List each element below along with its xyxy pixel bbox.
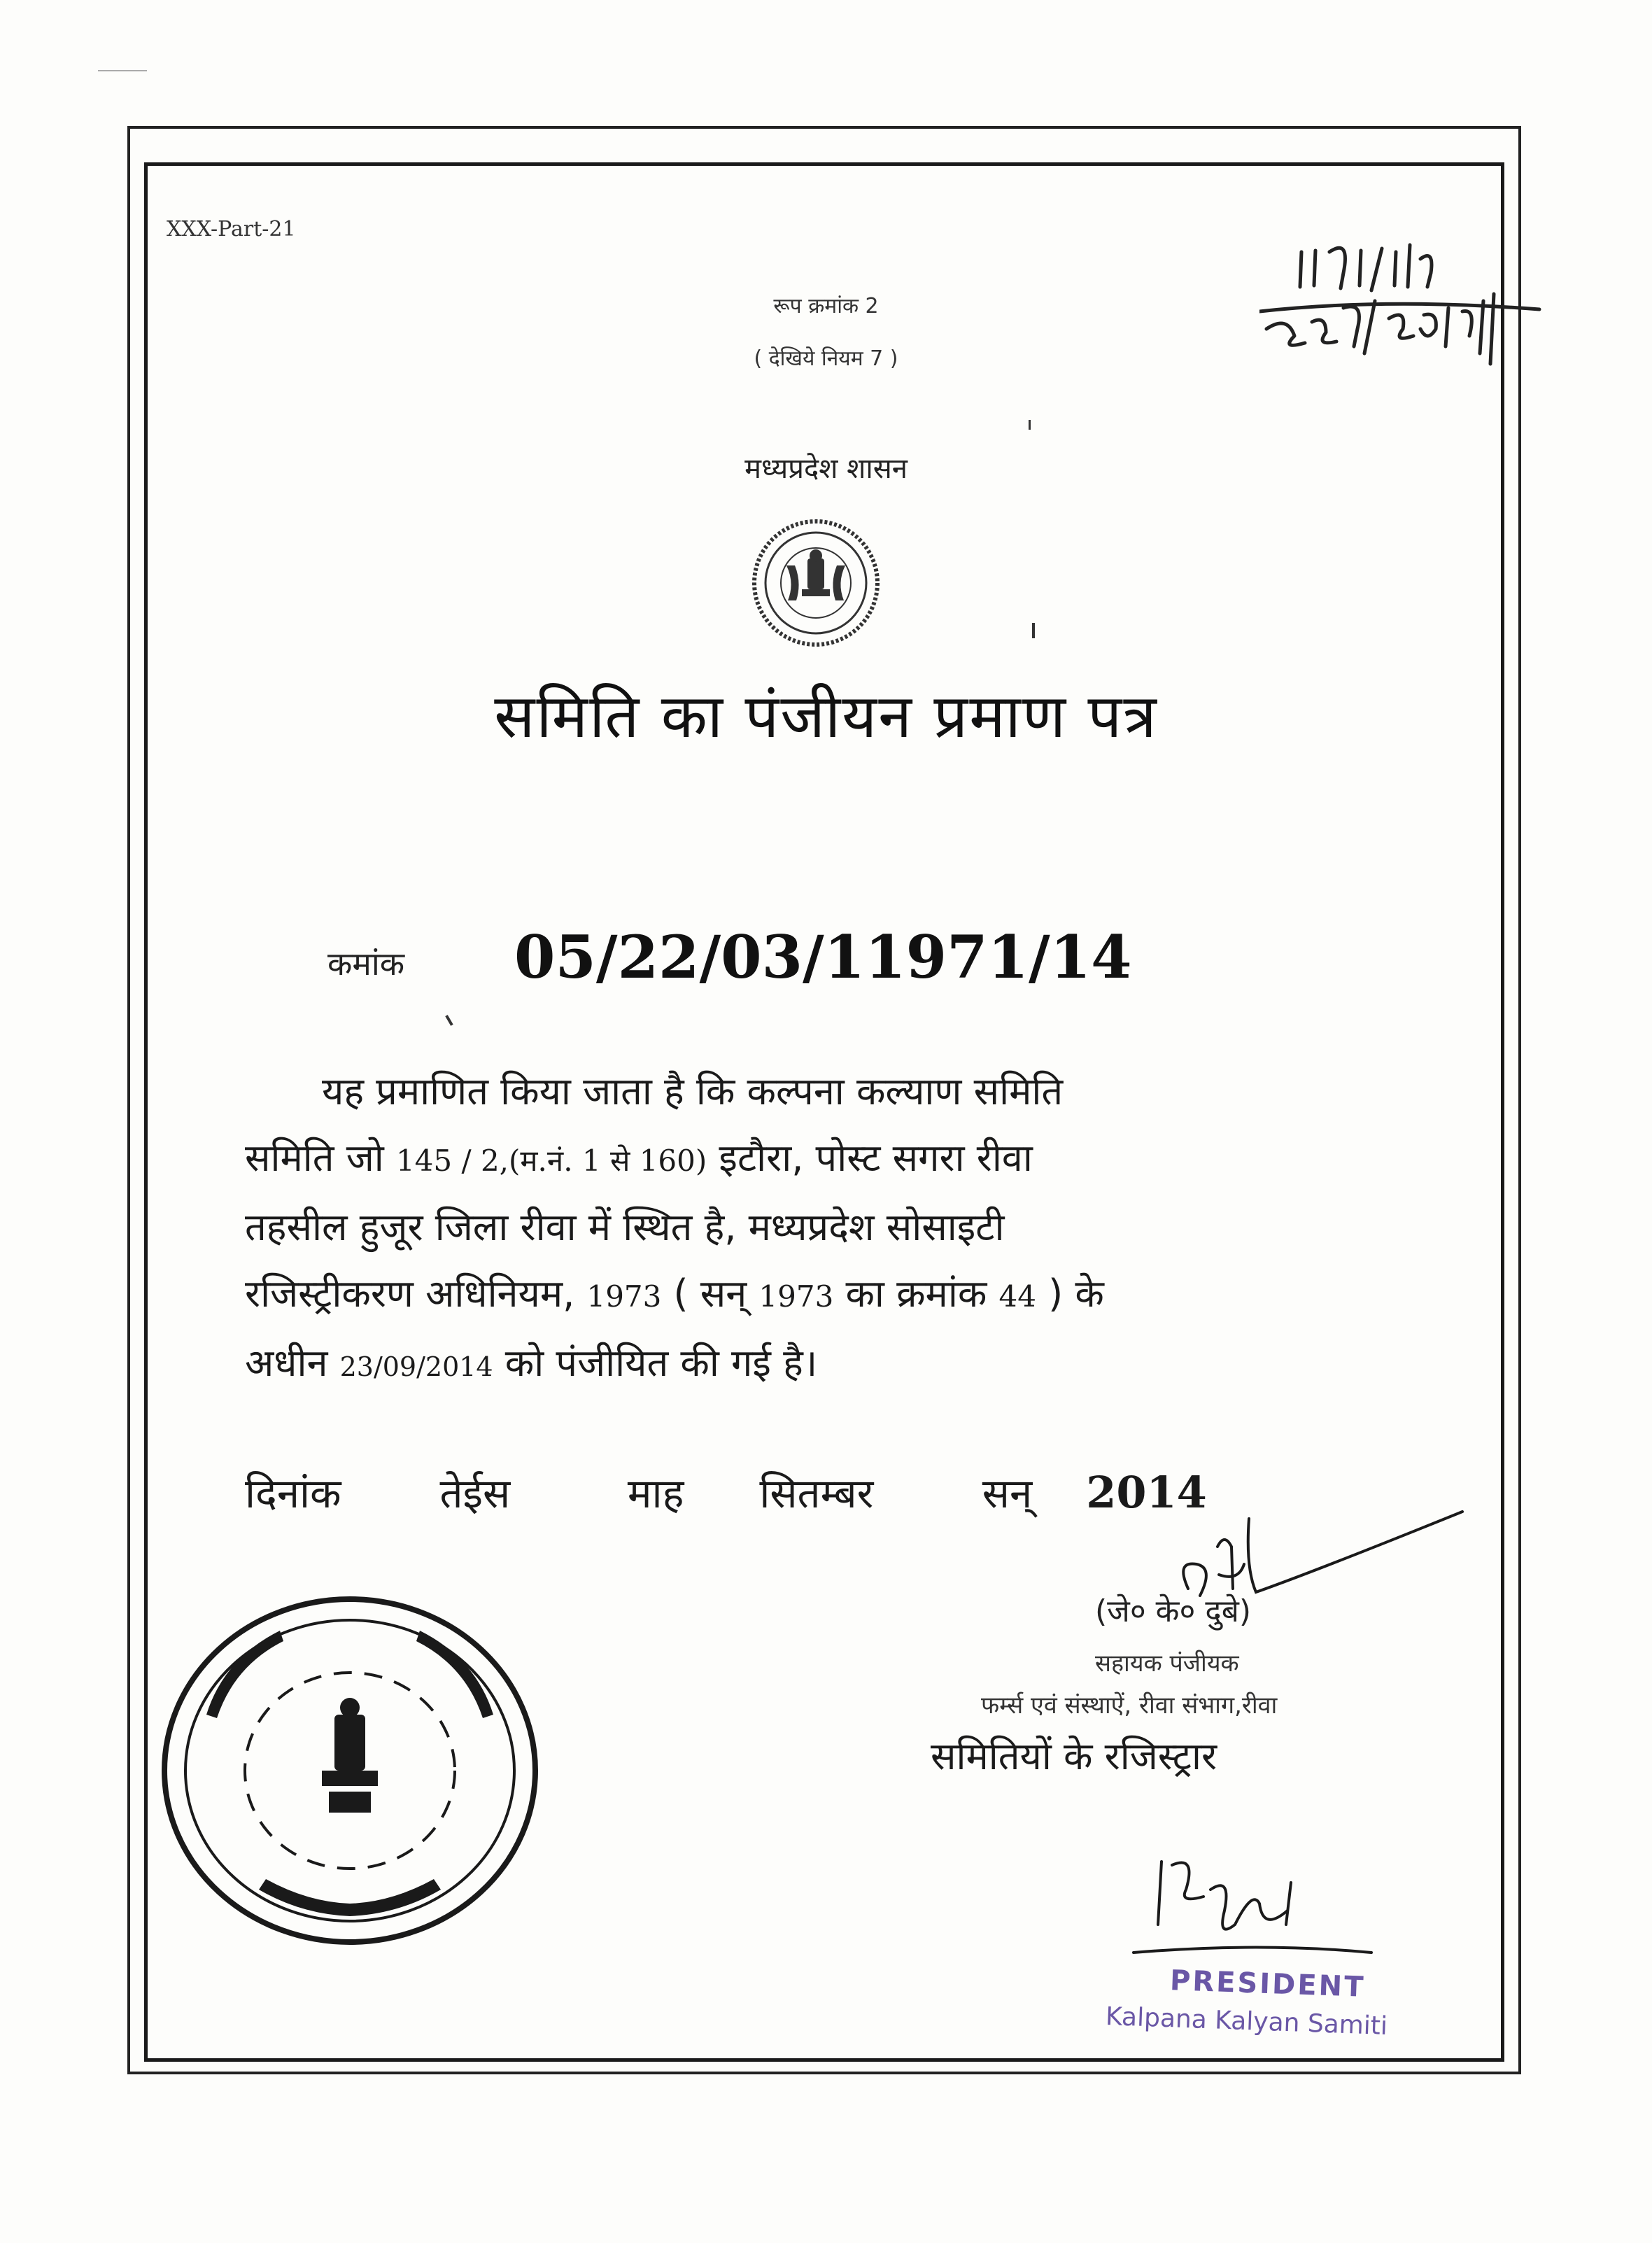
registration-date: 23/09/2014 xyxy=(339,1351,493,1382)
month-label: माह xyxy=(627,1470,684,1517)
reference-number: 05/22/03/11971/14 xyxy=(514,922,1132,992)
body-line-2-start: समिति जो xyxy=(245,1136,396,1180)
form-code: XXX-Part-21 xyxy=(167,217,296,241)
president-stamp: PRESIDENT xyxy=(1169,1964,1367,2004)
registrar-title: समितियों के रजिस्ट्रार xyxy=(931,1734,1217,1778)
president-signature xyxy=(1120,1848,1385,1981)
body-line-4-d: ) के xyxy=(1036,1272,1104,1316)
body-line-4-a: रजिस्ट्रीकरण अधिनियम, xyxy=(245,1272,587,1316)
body-line-5 xyxy=(245,1330,1448,1400)
body-line-4-c: का क्रमांक xyxy=(833,1272,999,1316)
signatory-designation: सहायक पंजीयक xyxy=(1095,1650,1239,1678)
date-year: 2014 xyxy=(1086,1467,1207,1518)
certificate-title: समिति का पंजीयन प्रमाण पत्र xyxy=(494,682,1158,752)
date-day: तेईस xyxy=(439,1470,511,1517)
state-emblem-icon xyxy=(732,516,900,649)
act-number: 44 xyxy=(998,1279,1036,1314)
body-line-4-b: ( सन् xyxy=(661,1272,759,1316)
body-line-2-end: इटौरा, पोस्ट सगरा रीवा xyxy=(707,1136,1033,1180)
act-year: 1973 xyxy=(586,1279,662,1314)
form-number: रूप क्रमांक 2 xyxy=(773,294,879,318)
rule-reference: ( देखिये नियम 7 ) xyxy=(754,346,898,371)
body-line-4 xyxy=(245,1260,1448,1330)
signatory-name: (जे० के० दुबे) xyxy=(1095,1594,1251,1629)
scan-mark xyxy=(1032,623,1035,638)
body-line-5-a: अधीन xyxy=(245,1341,340,1385)
society-name-stamp: Kalpana Kalyan Samiti xyxy=(1105,2002,1388,2041)
date-label: दिनांक xyxy=(245,1470,341,1517)
certificate-body xyxy=(245,1058,1448,1400)
reference-label: कमांक xyxy=(327,945,405,983)
body-line-5-b: को पंजीयित की गई है। xyxy=(493,1341,818,1385)
address-number: 145 / 2,(म.नं. 1 से 160) xyxy=(395,1144,707,1178)
signatory-office: फर्म्स एवं संस्थाऐं, रीवा संभाग,रीवा xyxy=(981,1692,1278,1720)
official-seal-stamp xyxy=(140,1575,560,1967)
date-month: सितम्बर xyxy=(759,1470,874,1517)
scan-mark xyxy=(1029,420,1031,430)
body-line-2 xyxy=(245,1125,1448,1194)
year-label: सन् xyxy=(982,1470,1033,1517)
government-name: मध्यप्रदेश शासन xyxy=(744,453,908,485)
body-line-1: यह प्रमाणित किया जाता है कि कल्पना कल्याण समिति xyxy=(322,1069,1064,1113)
scan-mark xyxy=(98,70,147,71)
act-year-2: 1973 xyxy=(758,1279,834,1314)
issue-date-row xyxy=(245,1464,1207,1519)
body-line-3: तहसील हुजूर जिला रीवा में स्थित है, मध्यप्रदेश सोसाइटी xyxy=(245,1205,1005,1249)
